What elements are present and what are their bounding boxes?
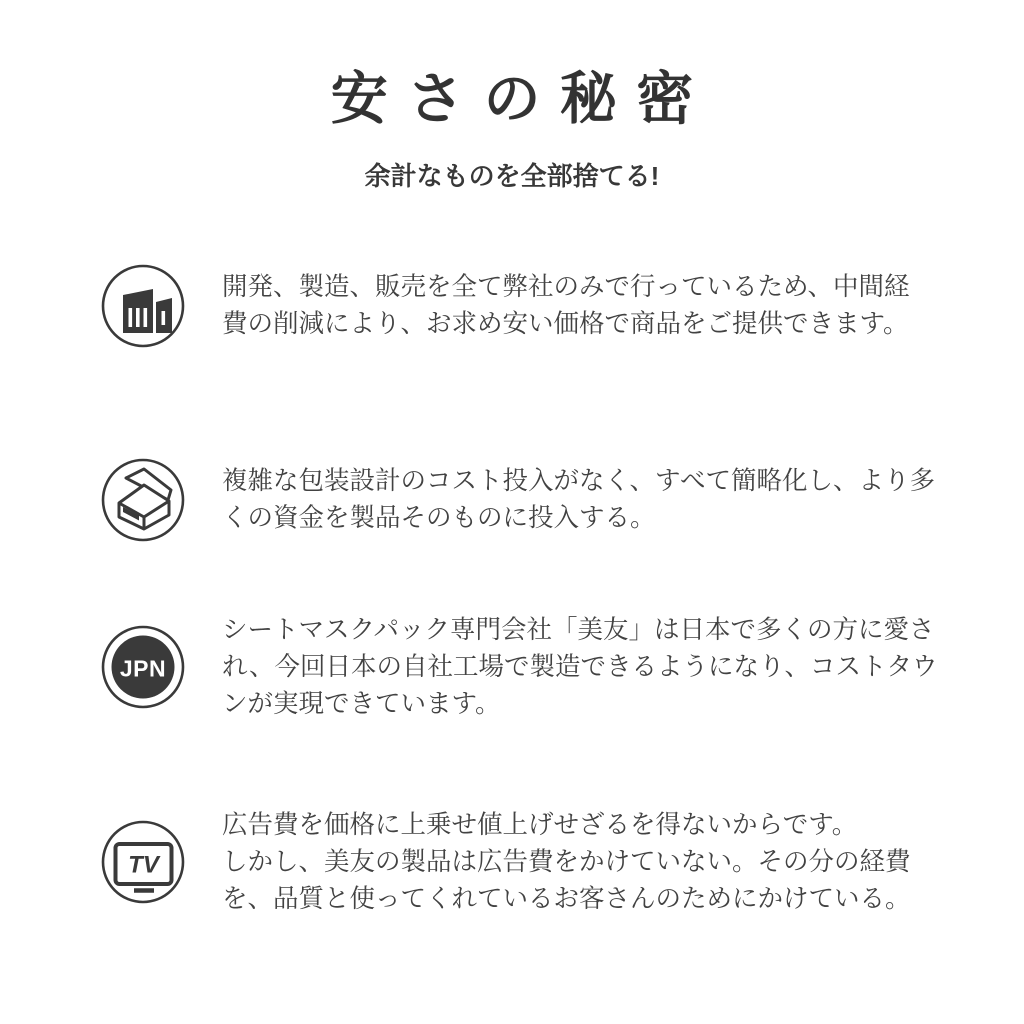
reason-row-packaging: [101, 458, 1024, 542]
text-line: ンが実現できています。: [222, 689, 501, 718]
jpn-badge-label: JPN: [119, 655, 167, 682]
reasons-list: [0, 264, 1024, 918]
text-line: シートマスクパック専門会社「美友」は日本で多くの方に愛さ: [222, 615, 935, 644]
page-subtitle: 余計なものを全部捨てる!: [364, 160, 660, 191]
text-line: を、品質と使ってくれているお客さんのためにかけている。: [222, 884, 911, 913]
reason-text-packaging: [222, 463, 935, 537]
reason-row-advertising: [101, 807, 1024, 918]
reason-row-japan: [101, 612, 1024, 723]
package-box-icon: [101, 458, 185, 542]
reason-row-inhouse: [101, 264, 1024, 348]
tv-screen-label: TV: [128, 851, 159, 879]
text-line: 費の削減により、お求め安い価格で商品をご提供できます。: [222, 309, 909, 338]
jpn-badge-icon: [101, 625, 185, 709]
reason-text-advertising: [222, 807, 911, 918]
text-line: くの資金を製品そのものに投入する。: [222, 503, 656, 532]
tv-icon: [101, 820, 185, 904]
text-line: 複雑な包装設計のコスト投入がなく、すべて簡略化し、より多: [222, 466, 935, 495]
reason-text-inhouse: [222, 269, 909, 343]
reason-text-japan: [222, 612, 938, 723]
text-line: 開発、製造、販売を全て弊社のみで行っているため、中間経: [222, 272, 910, 301]
text-line: しかし、美友の製品は広告費をかけていない。その分の経費: [222, 847, 911, 876]
page-title: 安さの秘密: [330, 67, 713, 131]
buildings-icon: [101, 264, 185, 348]
text-line: れ、今回日本の自社工場で製造できるようになり、コストタウ: [222, 652, 938, 681]
text-line: 広告費を価格に上乗せ値上げせざるを得ないからです。: [222, 810, 858, 839]
